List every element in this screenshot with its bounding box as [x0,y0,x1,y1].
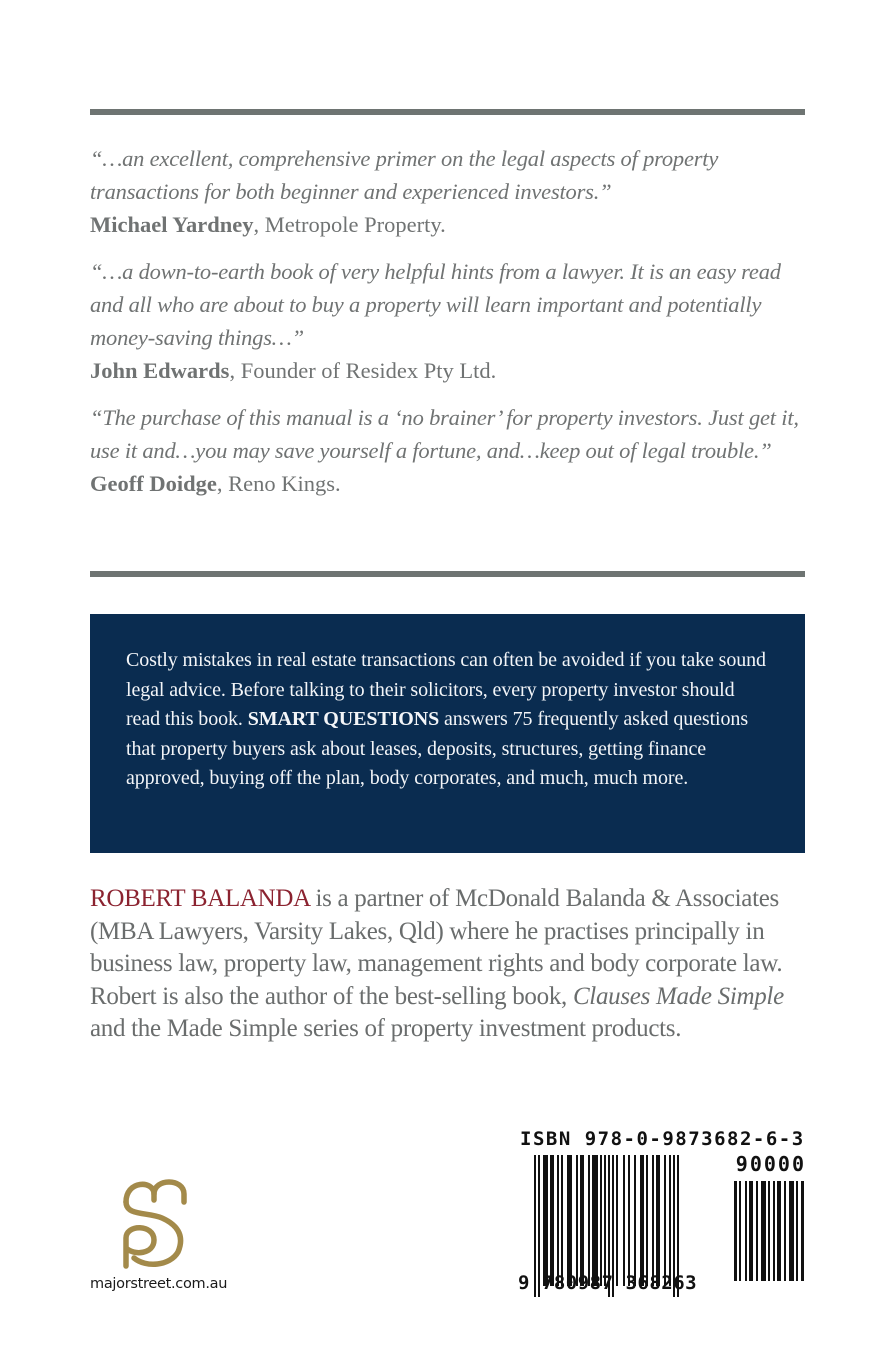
testimonial-attribution [90,208,805,241]
publisher-url: majorstreet.com.au [90,1276,228,1292]
testimonial-quote: “…a down-to-earth book of very helpful hints from a lawyer. It is an easy read and all who are about to buy a property will learn important and potentially money-saving things…” [90,259,781,350]
bottom-divider-rule [90,571,805,577]
testimonial-doidge [90,401,805,500]
blurb-text-intro: Costly mistakes in real estate transactions can often be avoided if you take sound legal advice. Before talking to their solicitors, every property investor should read this book. [126,649,766,730]
isbn-barcode [516,1128,808,1298]
testimonial-yardney [90,142,805,241]
author-name: ROBERT BALANDA [90,885,310,912]
testimonial-affiliation: , Metropole Property. [253,212,446,237]
isbn-label: ISBN 978-0-9873682-6-3 [520,1128,805,1150]
testimonial-attribution [90,467,805,500]
testimonial-name: John Edwards [90,358,230,383]
testimonial-name: Michael Yardney [90,212,254,237]
author-bio [90,883,815,1046]
blurb-text-rest: answers 75 frequently asked questions that property buyers ask about leases, deposits, structures, getting finance approved, buying off the plan, body corporates, and much, much more. [126,708,748,789]
blurb-book-title: SMART QUESTIONS [247,708,440,730]
top-divider-rule [90,109,805,115]
ean-digits: 9 780987 368263 [518,1272,698,1294]
testimonial-affiliation: , Reno Kings. [216,471,341,496]
book-blurb-panel [90,614,805,853]
book-blurb [126,646,769,794]
ms-monogram-icon [118,1172,196,1270]
testimonials [90,142,805,514]
testimonial-quote: “…an excellent, comprehensive primer on the legal aspects of property transactions for both beginner and experienced investors.” [90,146,719,204]
addon-bars [734,1181,820,1281]
testimonial-affiliation: , Founder of Residex Pty Ltd. [229,358,497,383]
testimonial-quote: “The purchase of this manual is a ‘no brainer’ for property investors. Just get it, use it and…you may save yourself a fortune, and…keep out of legal trouble.” [90,405,799,463]
bio-text-rest: and the Made Simple series of property investment products. [90,1015,682,1042]
bio-book-title: Clauses Made Simple [572,982,784,1010]
testimonial-attribution [90,354,805,387]
bio-text-intro: is a partner of McDonald Balanda & Associates (MBA Lawyers, Varsity Lakes, Qld) where he practises principally in business law, property law, management rights and body corporate law. Robert is also the author of the best-selling book, [90,885,783,1010]
testimonial-name: Geoff Doidge [90,471,217,496]
testimonial-edwards [90,255,805,387]
price-code: 90000 [735,1152,806,1176]
